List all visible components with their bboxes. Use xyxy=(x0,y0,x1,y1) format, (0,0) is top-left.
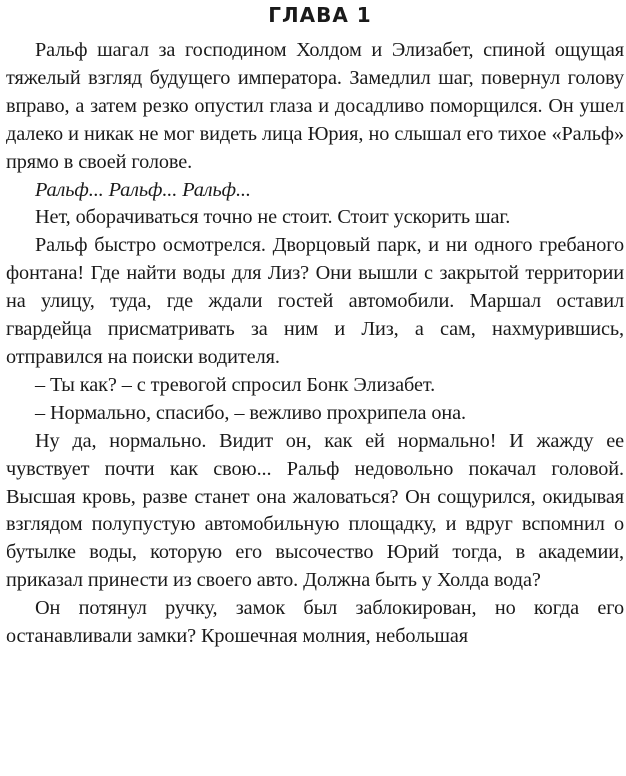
dialogue-line-2: – Нормально, спасибо, – вежливо прохрипела она. xyxy=(35,401,467,424)
paragraph-3: Нет, оборачиваться точно не стоит. Стоит ускорить шаг. xyxy=(35,206,511,229)
paragraph-8: Он потянул ручку, замок был заблокирован, но когда его останавливали замки? Крошечная молния, небольшая xyxy=(6,597,624,648)
chapter-title: ГЛАВА 1 xyxy=(268,3,372,27)
paragraph-1: Ральф шагал за господином Холдом и Элизабет, спиной ощущая тяжелый взгляд будущего императора. Замедлил шаг, повернул голову вправо, а затем резко опустил глаза и досадливо поморщился. Он ушел далеко и никак не мог видеть лица Юрия, но слышал его тихое «Ральф» прямо в своей голове. xyxy=(6,39,624,173)
dialogue-line-1: – Ты как? – с тревогой спросил Бонк Элизабет. xyxy=(35,373,436,396)
paragraph-4: Ральф быстро осмотрелся. Дворцовый парк, и ни одного гребаного фонтана! Где найти воды для Лиз? Они вышли с закрытой территории на улицу, туда, где ждали гостей автомобили. Маршал оставил гвардейца присматривать за ним и Лиз, а сам, нахмурившись, отправился на поиски водителя. xyxy=(6,234,624,368)
paragraph-7: Ну да, нормально. Видит он, как ей нормально! И жажду ее чувствует почти как свою... Ральф недовольно покачал головой. Высшая кровь, разве станет она жаловаться? Он сощурился, окидывая взглядом полупустую автомобильную площадку, и вдруг вспомнил о бутылке воды, которую его высочество Юрий тогда, в академии, приказал принести из своего авто. Должна быть у Холда вода? xyxy=(6,429,624,592)
paragraph-2-italic-thought: Ральф... Ральф... Ральф... xyxy=(35,178,251,201)
